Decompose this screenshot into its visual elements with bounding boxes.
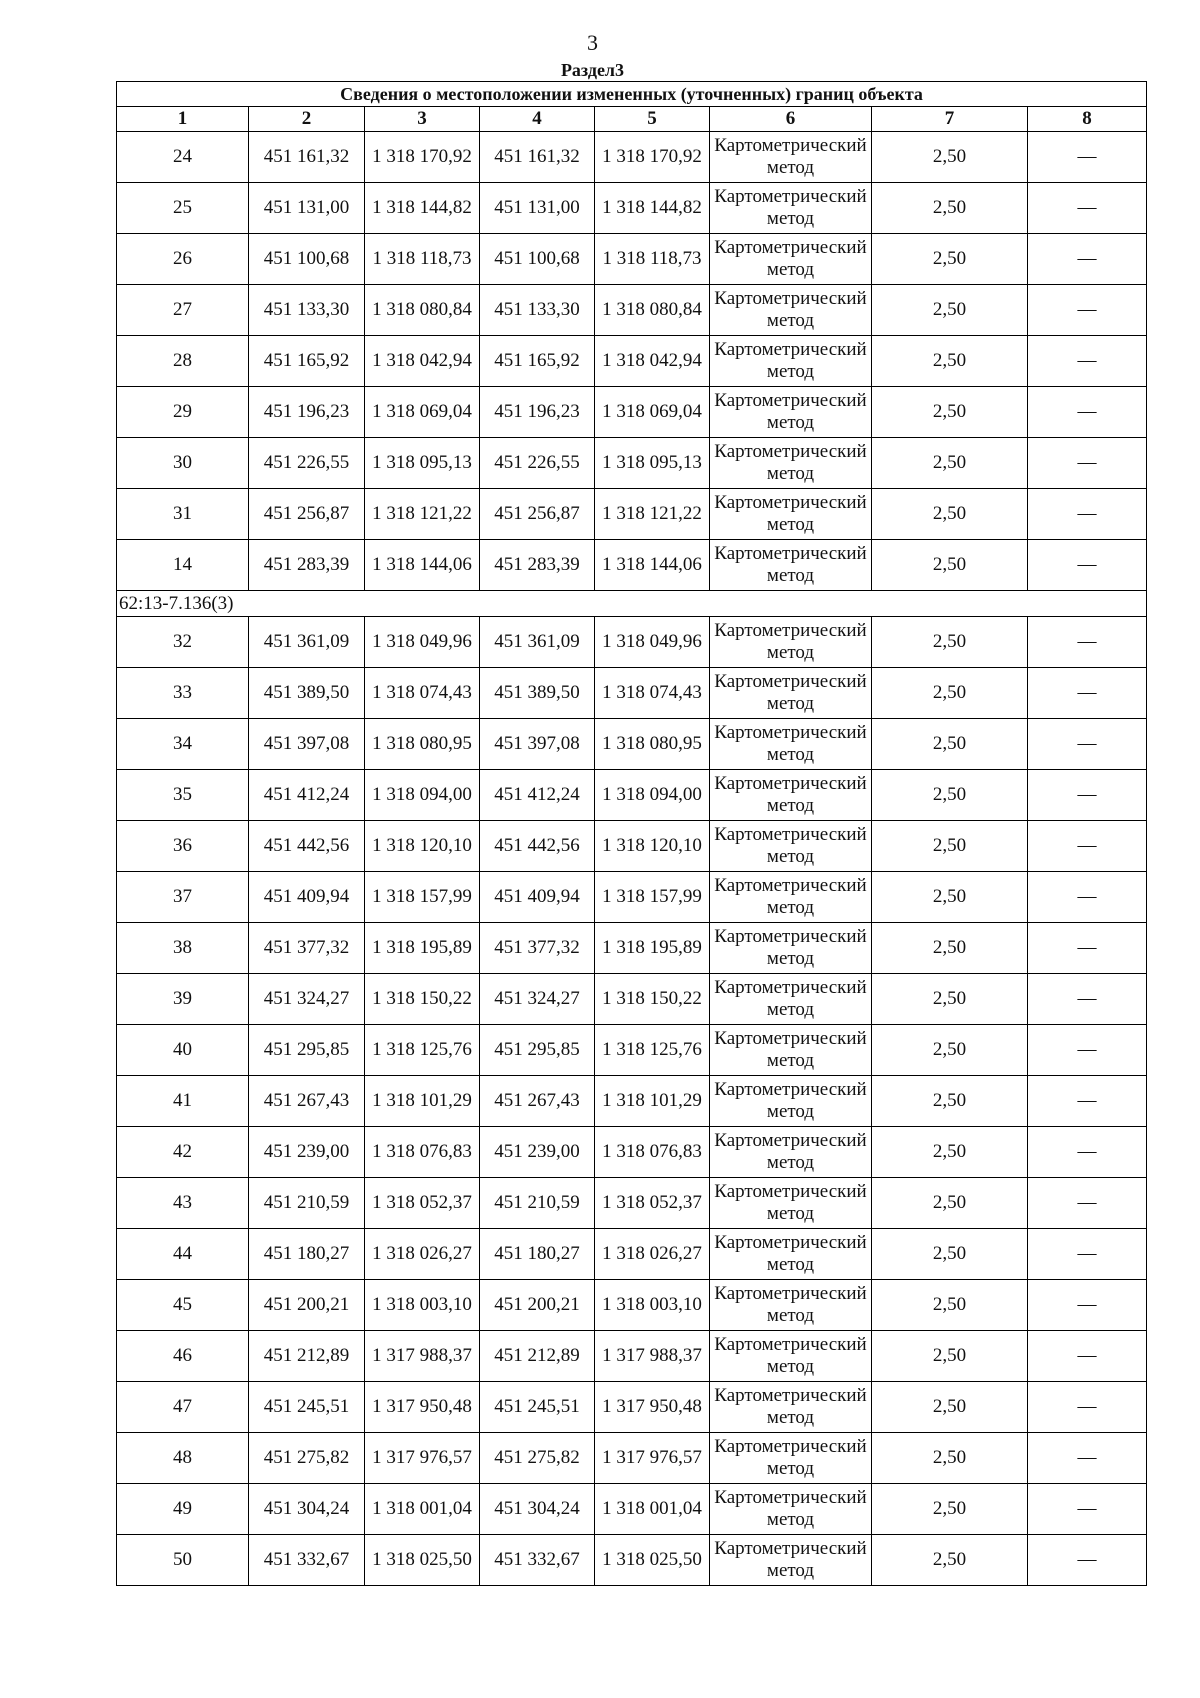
y-refined-cell: 1 318 150,22 — [595, 974, 710, 1025]
x-refined-cell: 451 324,27 — [480, 974, 595, 1025]
x-refined-cell: 451 133,30 — [480, 285, 595, 336]
y-existing-cell: 1 318 003,10 — [365, 1280, 480, 1331]
description-cell: — — [1028, 617, 1147, 668]
accuracy-cell: 2,50 — [872, 1076, 1028, 1127]
table-row — [117, 974, 1147, 1025]
method-cell: Картометрический метод — [710, 974, 872, 1025]
table-caption: Сведения о местоположении измененных (уточненных) границ объекта — [117, 82, 1147, 107]
description-cell: — — [1028, 1331, 1147, 1382]
y-refined-cell: 1 318 003,10 — [595, 1280, 710, 1331]
accuracy-cell: 2,50 — [872, 387, 1028, 438]
point-number-cell: 46 — [117, 1331, 249, 1382]
description-cell: — — [1028, 387, 1147, 438]
table-row — [117, 183, 1147, 234]
y-refined-cell: 1 318 101,29 — [595, 1076, 710, 1127]
section-label: Раздел3 — [560, 60, 625, 80]
point-number-cell: 37 — [117, 872, 249, 923]
table-row — [117, 770, 1147, 821]
y-existing-cell: 1 318 042,94 — [365, 336, 480, 387]
accuracy-cell: 2,50 — [872, 923, 1028, 974]
method-cell: Картометрический метод — [710, 285, 872, 336]
x-refined-cell: 451 275,82 — [480, 1433, 595, 1484]
table-row — [117, 1025, 1147, 1076]
y-existing-cell: 1 318 125,76 — [365, 1025, 480, 1076]
x-refined-cell: 451 442,56 — [480, 821, 595, 872]
point-number-cell: 42 — [117, 1127, 249, 1178]
method-cell: Картометрический метод — [710, 821, 872, 872]
y-existing-cell: 1 318 101,29 — [365, 1076, 480, 1127]
x-refined-cell: 451 212,89 — [480, 1331, 595, 1382]
x-refined-cell: 451 295,85 — [480, 1025, 595, 1076]
x-refined-cell: 451 161,32 — [480, 132, 595, 183]
description-cell: — — [1028, 770, 1147, 821]
group-row — [117, 591, 1147, 617]
x-refined-cell: 451 389,50 — [480, 668, 595, 719]
y-refined-cell: 1 318 170,92 — [595, 132, 710, 183]
x-existing-cell: 451 409,94 — [249, 872, 365, 923]
y-existing-cell: 1 318 094,00 — [365, 770, 480, 821]
y-existing-cell: 1 318 074,43 — [365, 668, 480, 719]
y-existing-cell: 1 318 120,10 — [365, 821, 480, 872]
method-cell: Картометрический метод — [710, 438, 872, 489]
description-cell: — — [1028, 1025, 1147, 1076]
x-refined-cell: 451 397,08 — [480, 719, 595, 770]
point-number-cell: 39 — [117, 974, 249, 1025]
point-number-cell: 38 — [117, 923, 249, 974]
table-row — [117, 872, 1147, 923]
y-refined-cell: 1 318 052,37 — [595, 1178, 710, 1229]
accuracy-cell: 2,50 — [872, 872, 1028, 923]
description-cell: — — [1028, 1229, 1147, 1280]
table-row — [117, 668, 1147, 719]
x-refined-cell: 451 304,24 — [480, 1484, 595, 1535]
x-existing-cell: 451 226,55 — [249, 438, 365, 489]
table-header-row — [117, 107, 1147, 132]
y-refined-cell: 1 318 144,82 — [595, 183, 710, 234]
x-existing-cell: 451 133,30 — [249, 285, 365, 336]
column-header: 2 — [249, 107, 365, 132]
x-refined-cell: 451 256,87 — [480, 489, 595, 540]
description-cell: — — [1028, 285, 1147, 336]
description-cell: — — [1028, 336, 1147, 387]
y-refined-cell: 1 318 069,04 — [595, 387, 710, 438]
point-number-cell: 47 — [117, 1382, 249, 1433]
y-refined-cell: 1 318 121,22 — [595, 489, 710, 540]
description-cell: — — [1028, 668, 1147, 719]
y-existing-cell: 1 318 025,50 — [365, 1535, 480, 1586]
table-row — [117, 1229, 1147, 1280]
y-existing-cell: 1 317 950,48 — [365, 1382, 480, 1433]
y-refined-cell: 1 318 042,94 — [595, 336, 710, 387]
y-refined-cell: 1 318 049,96 — [595, 617, 710, 668]
x-existing-cell: 451 275,82 — [249, 1433, 365, 1484]
table-row — [117, 540, 1147, 591]
x-refined-cell: 451 200,21 — [480, 1280, 595, 1331]
table-row — [117, 1331, 1147, 1382]
x-existing-cell: 451 180,27 — [249, 1229, 365, 1280]
description-cell: — — [1028, 821, 1147, 872]
table-row — [117, 489, 1147, 540]
accuracy-cell: 2,50 — [872, 183, 1028, 234]
x-existing-cell: 451 295,85 — [249, 1025, 365, 1076]
method-cell: Картометрический метод — [710, 1229, 872, 1280]
table-row — [117, 719, 1147, 770]
accuracy-cell: 2,50 — [872, 1535, 1028, 1586]
x-existing-cell: 451 245,51 — [249, 1382, 365, 1433]
description-cell: — — [1028, 132, 1147, 183]
column-header: 4 — [480, 107, 595, 132]
description-cell: — — [1028, 1076, 1147, 1127]
accuracy-cell: 2,50 — [872, 1229, 1028, 1280]
table-caption-row — [117, 82, 1147, 107]
point-number-cell: 48 — [117, 1433, 249, 1484]
table-row — [117, 1382, 1147, 1433]
description-cell: — — [1028, 1178, 1147, 1229]
accuracy-cell: 2,50 — [872, 285, 1028, 336]
accuracy-cell: 2,50 — [872, 617, 1028, 668]
x-existing-cell: 451 304,24 — [249, 1484, 365, 1535]
y-existing-cell: 1 318 026,27 — [365, 1229, 480, 1280]
x-refined-cell: 451 245,51 — [480, 1382, 595, 1433]
x-existing-cell: 451 361,09 — [249, 617, 365, 668]
x-existing-cell: 451 165,92 — [249, 336, 365, 387]
point-number-cell: 41 — [117, 1076, 249, 1127]
y-existing-cell: 1 317 988,37 — [365, 1331, 480, 1382]
method-cell: Картометрический метод — [710, 872, 872, 923]
column-header: 8 — [1028, 107, 1147, 132]
accuracy-cell: 2,50 — [872, 719, 1028, 770]
description-cell: — — [1028, 974, 1147, 1025]
description-cell: — — [1028, 1484, 1147, 1535]
y-refined-cell: 1 318 118,73 — [595, 234, 710, 285]
x-existing-cell: 451 377,32 — [249, 923, 365, 974]
table-row — [117, 1535, 1147, 1586]
accuracy-cell: 2,50 — [872, 1025, 1028, 1076]
table-row — [117, 1433, 1147, 1484]
x-refined-cell: 451 361,09 — [480, 617, 595, 668]
boundary-coordinates-table — [116, 81, 1147, 1586]
description-cell: — — [1028, 1433, 1147, 1484]
y-existing-cell: 1 318 157,99 — [365, 872, 480, 923]
y-refined-cell: 1 318 026,27 — [595, 1229, 710, 1280]
description-cell: — — [1028, 489, 1147, 540]
page-number: 3 — [587, 30, 598, 55]
x-refined-cell: 451 239,00 — [480, 1127, 595, 1178]
x-refined-cell: 451 332,67 — [480, 1535, 595, 1586]
method-cell: Картометрический метод — [710, 770, 872, 821]
accuracy-cell: 2,50 — [872, 132, 1028, 183]
y-existing-cell: 1 318 121,22 — [365, 489, 480, 540]
description-cell: — — [1028, 1127, 1147, 1178]
y-refined-cell: 1 318 157,99 — [595, 872, 710, 923]
column-header: 3 — [365, 107, 480, 132]
x-refined-cell: 451 131,00 — [480, 183, 595, 234]
point-number-cell: 24 — [117, 132, 249, 183]
point-number-cell: 30 — [117, 438, 249, 489]
y-refined-cell: 1 318 001,04 — [595, 1484, 710, 1535]
method-cell: Картометрический метод — [710, 668, 872, 719]
description-cell: — — [1028, 438, 1147, 489]
table-body — [117, 82, 1147, 1586]
description-cell: — — [1028, 540, 1147, 591]
table-row — [117, 387, 1147, 438]
table-row — [117, 285, 1147, 336]
accuracy-cell: 2,50 — [872, 668, 1028, 719]
x-refined-cell: 451 210,59 — [480, 1178, 595, 1229]
point-number-cell: 33 — [117, 668, 249, 719]
description-cell: — — [1028, 719, 1147, 770]
point-number-cell: 25 — [117, 183, 249, 234]
table-row — [117, 1127, 1147, 1178]
accuracy-cell: 2,50 — [872, 1484, 1028, 1535]
method-cell: Картометрический метод — [710, 1076, 872, 1127]
y-existing-cell: 1 318 095,13 — [365, 438, 480, 489]
x-refined-cell: 451 196,23 — [480, 387, 595, 438]
method-cell: Картометрический метод — [710, 132, 872, 183]
point-number-cell: 50 — [117, 1535, 249, 1586]
accuracy-cell: 2,50 — [872, 1280, 1028, 1331]
x-refined-cell: 451 165,92 — [480, 336, 595, 387]
point-number-cell: 28 — [117, 336, 249, 387]
method-cell: Картометрический метод — [710, 1178, 872, 1229]
accuracy-cell: 2,50 — [872, 336, 1028, 387]
accuracy-cell: 2,50 — [872, 540, 1028, 591]
y-existing-cell: 1 318 118,73 — [365, 234, 480, 285]
table-row — [117, 132, 1147, 183]
point-number-cell: 40 — [117, 1025, 249, 1076]
y-refined-cell: 1 318 080,95 — [595, 719, 710, 770]
method-cell: Картометрический метод — [710, 1127, 872, 1178]
point-number-cell: 34 — [117, 719, 249, 770]
table-row — [117, 234, 1147, 285]
column-header: 7 — [872, 107, 1028, 132]
description-cell: — — [1028, 1280, 1147, 1331]
y-existing-cell: 1 318 195,89 — [365, 923, 480, 974]
y-existing-cell: 1 318 049,96 — [365, 617, 480, 668]
point-number-cell: 14 — [117, 540, 249, 591]
point-number-cell: 44 — [117, 1229, 249, 1280]
x-refined-cell: 451 377,32 — [480, 923, 595, 974]
table-row — [117, 617, 1147, 668]
method-cell: Картометрический метод — [710, 1025, 872, 1076]
column-header: 6 — [710, 107, 872, 132]
accuracy-cell: 2,50 — [872, 489, 1028, 540]
x-existing-cell: 451 442,56 — [249, 821, 365, 872]
method-cell: Картометрический метод — [710, 1535, 872, 1586]
y-refined-cell: 1 318 195,89 — [595, 923, 710, 974]
accuracy-cell: 2,50 — [872, 234, 1028, 285]
y-existing-cell: 1 317 976,57 — [365, 1433, 480, 1484]
x-existing-cell: 451 239,00 — [249, 1127, 365, 1178]
x-existing-cell: 451 412,24 — [249, 770, 365, 821]
description-cell: — — [1028, 1382, 1147, 1433]
description-cell: — — [1028, 923, 1147, 974]
y-refined-cell: 1 317 950,48 — [595, 1382, 710, 1433]
y-existing-cell: 1 318 150,22 — [365, 974, 480, 1025]
x-existing-cell: 451 332,67 — [249, 1535, 365, 1586]
point-number-cell: 35 — [117, 770, 249, 821]
column-header: 5 — [595, 107, 710, 132]
y-refined-cell: 1 318 144,06 — [595, 540, 710, 591]
description-cell: — — [1028, 234, 1147, 285]
accuracy-cell: 2,50 — [872, 974, 1028, 1025]
point-number-cell: 36 — [117, 821, 249, 872]
y-existing-cell: 1 318 076,83 — [365, 1127, 480, 1178]
y-existing-cell: 1 318 080,84 — [365, 285, 480, 336]
point-number-cell: 43 — [117, 1178, 249, 1229]
accuracy-cell: 2,50 — [872, 821, 1028, 872]
x-refined-cell: 451 180,27 — [480, 1229, 595, 1280]
point-number-cell: 45 — [117, 1280, 249, 1331]
method-cell: Картометрический метод — [710, 387, 872, 438]
method-cell: Картометрический метод — [710, 489, 872, 540]
y-refined-cell: 1 318 025,50 — [595, 1535, 710, 1586]
y-existing-cell: 1 318 001,04 — [365, 1484, 480, 1535]
y-existing-cell: 1 318 052,37 — [365, 1178, 480, 1229]
table-row — [117, 923, 1147, 974]
x-existing-cell: 451 324,27 — [249, 974, 365, 1025]
x-refined-cell: 451 412,24 — [480, 770, 595, 821]
x-existing-cell: 451 283,39 — [249, 540, 365, 591]
table-row — [117, 1178, 1147, 1229]
y-existing-cell: 1 318 069,04 — [365, 387, 480, 438]
method-cell: Картометрический метод — [710, 183, 872, 234]
table-row — [117, 438, 1147, 489]
table-row — [117, 821, 1147, 872]
description-cell: — — [1028, 1535, 1147, 1586]
point-number-cell: 32 — [117, 617, 249, 668]
column-header: 1 — [117, 107, 249, 132]
accuracy-cell: 2,50 — [872, 770, 1028, 821]
y-refined-cell: 1 318 125,76 — [595, 1025, 710, 1076]
x-existing-cell: 451 210,59 — [249, 1178, 365, 1229]
y-refined-cell: 1 318 120,10 — [595, 821, 710, 872]
method-cell: Картометрический метод — [710, 617, 872, 668]
x-refined-cell: 451 100,68 — [480, 234, 595, 285]
y-refined-cell: 1 318 094,00 — [595, 770, 710, 821]
table-row — [117, 1280, 1147, 1331]
y-refined-cell: 1 318 080,84 — [595, 285, 710, 336]
y-existing-cell: 1 318 144,06 — [365, 540, 480, 591]
method-cell: Картометрический метод — [710, 1331, 872, 1382]
y-refined-cell: 1 318 076,83 — [595, 1127, 710, 1178]
method-cell: Картометрический метод — [710, 540, 872, 591]
accuracy-cell: 2,50 — [872, 1127, 1028, 1178]
y-existing-cell: 1 318 170,92 — [365, 132, 480, 183]
method-cell: Картометрический метод — [710, 719, 872, 770]
description-cell: — — [1028, 183, 1147, 234]
x-existing-cell: 451 161,32 — [249, 132, 365, 183]
x-existing-cell: 451 267,43 — [249, 1076, 365, 1127]
x-existing-cell: 451 200,21 — [249, 1280, 365, 1331]
y-refined-cell: 1 317 976,57 — [595, 1433, 710, 1484]
x-refined-cell: 451 226,55 — [480, 438, 595, 489]
x-refined-cell: 451 409,94 — [480, 872, 595, 923]
accuracy-cell: 2,50 — [872, 438, 1028, 489]
x-existing-cell: 451 100,68 — [249, 234, 365, 285]
point-number-cell: 49 — [117, 1484, 249, 1535]
accuracy-cell: 2,50 — [872, 1331, 1028, 1382]
method-cell: Картометрический метод — [710, 1484, 872, 1535]
y-refined-cell: 1 318 095,13 — [595, 438, 710, 489]
x-refined-cell: 451 267,43 — [480, 1076, 595, 1127]
y-refined-cell: 1 318 074,43 — [595, 668, 710, 719]
point-number-cell: 27 — [117, 285, 249, 336]
x-existing-cell: 451 196,23 — [249, 387, 365, 438]
table-row — [117, 1076, 1147, 1127]
description-cell: — — [1028, 872, 1147, 923]
x-existing-cell: 451 389,50 — [249, 668, 365, 719]
point-number-cell: 31 — [117, 489, 249, 540]
method-cell: Картометрический метод — [710, 1280, 872, 1331]
point-number-cell: 29 — [117, 387, 249, 438]
table-row — [117, 1484, 1147, 1535]
x-existing-cell: 451 131,00 — [249, 183, 365, 234]
method-cell: Картометрический метод — [710, 1382, 872, 1433]
y-existing-cell: 1 318 144,82 — [365, 183, 480, 234]
accuracy-cell: 2,50 — [872, 1382, 1028, 1433]
method-cell: Картометрический метод — [710, 234, 872, 285]
y-refined-cell: 1 317 988,37 — [595, 1331, 710, 1382]
point-number-cell: 26 — [117, 234, 249, 285]
x-existing-cell: 451 256,87 — [249, 489, 365, 540]
method-cell: Картометрический метод — [710, 336, 872, 387]
table-row — [117, 336, 1147, 387]
y-existing-cell: 1 318 080,95 — [365, 719, 480, 770]
accuracy-cell: 2,50 — [872, 1178, 1028, 1229]
accuracy-cell: 2,50 — [872, 1433, 1028, 1484]
group-label: 62:13-7.136(3) — [117, 591, 1147, 617]
method-cell: Картометрический метод — [710, 1433, 872, 1484]
x-existing-cell: 451 212,89 — [249, 1331, 365, 1382]
method-cell: Картометрический метод — [710, 923, 872, 974]
x-existing-cell: 451 397,08 — [249, 719, 365, 770]
x-refined-cell: 451 283,39 — [480, 540, 595, 591]
